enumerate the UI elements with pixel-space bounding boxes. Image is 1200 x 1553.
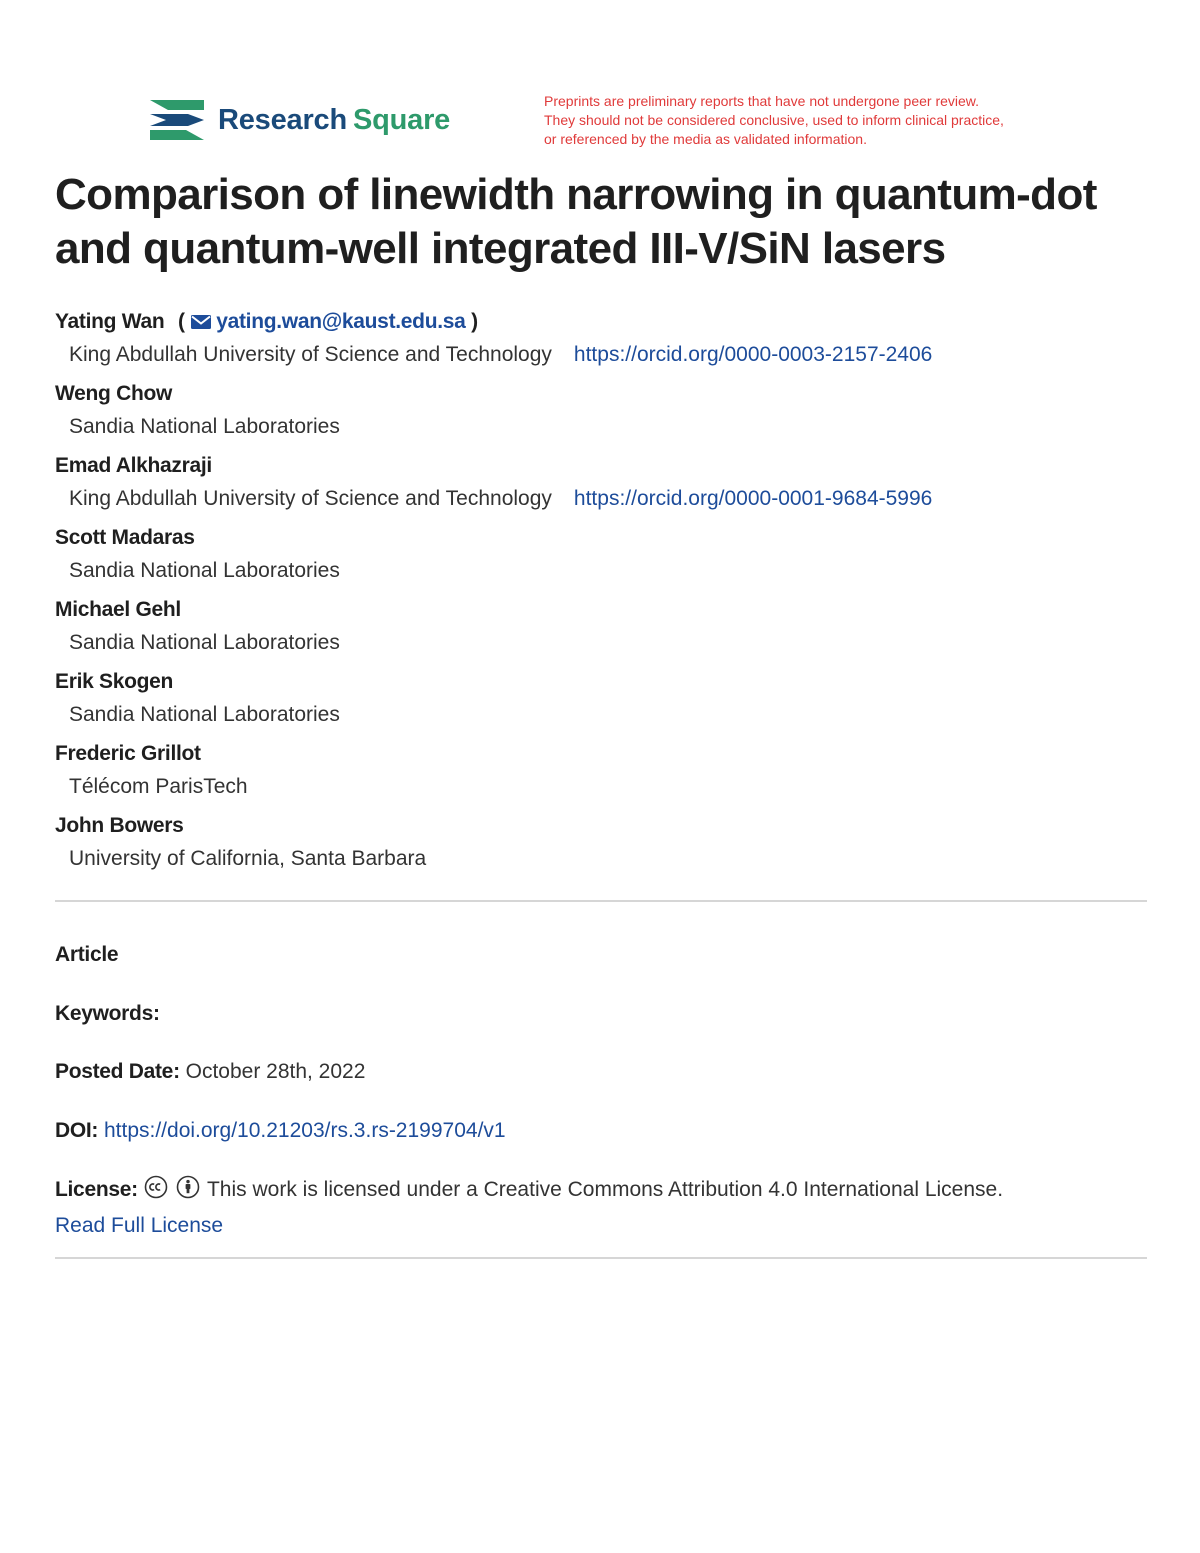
author-affiliation: Sandia National Laboratories: [69, 415, 340, 438]
author-entry: [55, 522, 1155, 594]
attribution-icon: [176, 1175, 200, 1199]
title-line: and quantum-well integrated III-V/SiN lasers: [55, 224, 946, 273]
author-entry: [55, 738, 1155, 810]
posted-date-value: October 28th, 2022: [185, 1060, 366, 1083]
section-divider: [55, 1257, 1147, 1259]
author-name-line: [55, 306, 1155, 338]
author-name: Weng Chow: [55, 382, 173, 405]
keywords-label: Keywords:: [55, 1002, 160, 1025]
preprint-disclaimer: [544, 92, 1104, 149]
author-affiliation: King Abdullah University of Science and Technology: [69, 343, 552, 366]
creative-commons-icon: [144, 1175, 168, 1199]
article-type-label: Article: [55, 943, 119, 966]
author-entry: [55, 378, 1155, 450]
read-full-license-link[interactable]: Read Full License: [55, 1214, 224, 1237]
license-text: This work is licensed under a Creative Commons Attribution 4.0 International License.: [206, 1178, 1004, 1201]
posted-date: [55, 1057, 1155, 1087]
research-square-logo-icon: [148, 98, 206, 142]
license-label: License:: [55, 1178, 138, 1201]
author-name: Emad Alkhazraji: [55, 454, 212, 477]
author-name: Scott Madaras: [55, 526, 195, 549]
paren-close: ): [471, 310, 478, 333]
author-affiliation: Télécom ParisTech: [69, 775, 248, 798]
logo-word-square: Square: [353, 103, 451, 136]
author-name: Michael Gehl: [55, 598, 181, 621]
disclaimer-line: Preprints are preliminary reports that have not undergone peer review.: [544, 93, 980, 109]
research-square-logo[interactable]: [148, 98, 450, 142]
orcid-link[interactable]: https://orcid.org/0000-0003-2157-2406: [573, 343, 933, 366]
doi-label: DOI:: [55, 1119, 99, 1142]
author-affiliation: King Abdullah University of Science and Technology: [69, 487, 552, 510]
author-affiliation-line: [55, 338, 1155, 374]
page-header: [0, 0, 1200, 160]
author-affiliation: University of California, Santa Barbara: [69, 847, 427, 870]
author-list: [55, 306, 1155, 882]
read-full-license: [55, 1211, 1155, 1241]
keywords: [55, 999, 1155, 1029]
disclaimer-line: or referenced by the media as validated information.: [544, 131, 867, 147]
mail-icon: [190, 314, 212, 330]
doi: [55, 1116, 1155, 1146]
paren-open: (: [177, 310, 185, 333]
author-entry: [55, 306, 1155, 378]
author-email-link[interactable]: [190, 310, 471, 333]
section-divider: [55, 900, 1147, 902]
orcid-link[interactable]: https://orcid.org/0000-0001-9684-5996: [573, 487, 933, 510]
author-name: Yating Wan: [55, 310, 165, 333]
author-name: Erik Skogen: [55, 670, 174, 693]
paper-title: [55, 168, 1155, 276]
author-affiliation: Sandia National Laboratories: [69, 631, 340, 654]
disclaimer-line: They should not be considered conclusive, used to inform clinical practice,: [544, 112, 1004, 128]
author-affiliation: Sandia National Laboratories: [69, 703, 340, 726]
author-name: Frederic Grillot: [55, 742, 201, 765]
author-name: John Bowers: [55, 814, 184, 837]
article-type: [55, 940, 1155, 970]
author-entry: [55, 666, 1155, 738]
posted-date-label: Posted Date:: [55, 1060, 180, 1083]
author-email: yating.wan@kaust.edu.sa: [216, 310, 466, 333]
logo-wordmark: [218, 104, 450, 137]
author-affiliation-line: [55, 482, 1155, 518]
logo-word-research: Research: [218, 103, 347, 136]
author-entry: [55, 450, 1155, 522]
doi-link[interactable]: https://doi.org/10.21203/rs.3.rs-2199704/v1: [103, 1119, 506, 1142]
author-entry: [55, 594, 1155, 666]
title-line: Comparison of linewidth narrowing in quantum-dot: [55, 170, 1097, 219]
license: [55, 1175, 1155, 1205]
author-entry: [55, 810, 1155, 882]
author-affiliation: Sandia National Laboratories: [69, 559, 340, 582]
